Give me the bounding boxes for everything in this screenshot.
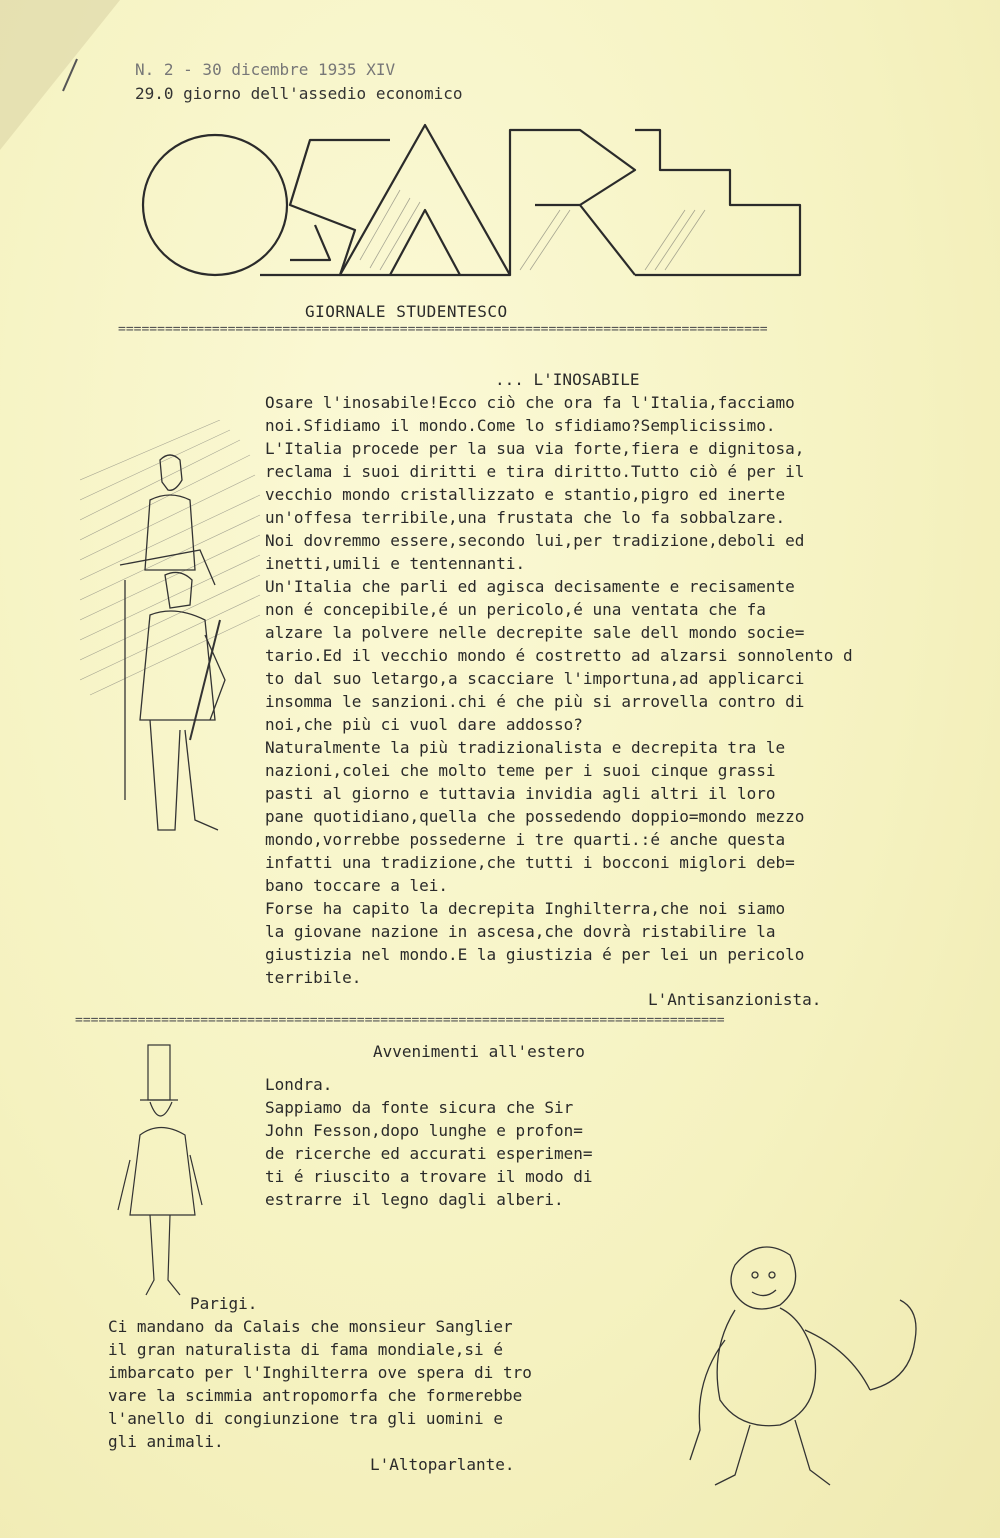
londra-line: ti é riuscito a trovare il modo di bbox=[265, 1167, 593, 1186]
divider-rule: =================================================================================== bbox=[75, 1013, 725, 1028]
parigi-line: Ci mandano da Calais che monsieur Sanglier bbox=[108, 1317, 513, 1336]
masthead-logo bbox=[140, 110, 810, 295]
parigi-line: gli animali. bbox=[108, 1432, 224, 1451]
parigi-line: l'anello di congiunzione tra gli uomini e bbox=[108, 1409, 503, 1428]
londra-line: de ricerche ed accurati esperimen= bbox=[265, 1144, 593, 1163]
article-line: non é concepibile,é un pericolo,é una ventata che fa bbox=[265, 600, 766, 619]
parigi-heading: Parigi. bbox=[190, 1294, 258, 1313]
article-line: pane quotidiano,quella che possedendo doppio=mondo mezzo bbox=[265, 807, 805, 826]
article-line: Un'Italia che parli ed agisca decisamente e recisamente bbox=[265, 577, 795, 596]
section-heading: Avvenimenti all'estero bbox=[373, 1042, 585, 1061]
article-line: noi,che più ci vuol dare addosso? bbox=[265, 715, 583, 734]
article-line: tario.Ed il vecchio mondo é costretto ad alzarsi sonnolento d bbox=[265, 646, 853, 665]
article-line: Forse ha capito la decrepita Inghilterra,che noi siamo bbox=[265, 899, 786, 918]
section-signature: L'Altoparlante. bbox=[370, 1455, 515, 1474]
londra-line: John Fesson,dopo lunghe e profon= bbox=[265, 1121, 583, 1140]
article-line: nazioni,colei che molto teme per i suoi cinque grassi bbox=[265, 761, 776, 780]
parigi-article bbox=[108, 1315, 532, 1453]
article-line: infatti una tradizione,che tutti i bocconi miglori deb= bbox=[265, 853, 795, 872]
article-heading: ... L'INOSABILE bbox=[495, 370, 640, 389]
article-line: reclama i suoi diritti e tira diritto.Tutto ciò é per il bbox=[265, 462, 805, 481]
parigi-line: vare la scimmia antropomorfa che formerebbe bbox=[108, 1386, 523, 1405]
article-line: bano toccare a lei. bbox=[265, 876, 449, 895]
divider-rule: =================================================================================== bbox=[118, 322, 768, 337]
article-line: noi.Sfidiamo il mondo.Come lo sfidiamo?Semplicissimo. bbox=[265, 416, 776, 435]
issue-line: N. 2 - 30 dicembre 1935 XIV bbox=[135, 60, 396, 79]
londra-article bbox=[265, 1073, 593, 1211]
article-signature: L'Antisanzionista. bbox=[648, 990, 822, 1009]
article-line: insomma le sanzioni.chi é che più si arrovella contro di bbox=[265, 692, 805, 711]
article-line: giustizia nel mondo.E la giustizia é per lei un pericolo bbox=[265, 945, 805, 964]
article-line: la giovane nazione in ascesa,che dovrà ristabilire la bbox=[265, 922, 776, 941]
article-line: Noi dovremmo essere,secondo lui,per tradizione,deboli ed bbox=[265, 531, 805, 550]
siege-line: 29.0 giorno dell'assedio economico bbox=[135, 84, 463, 103]
article-line: terribile. bbox=[265, 968, 362, 987]
article-line: L'Italia procede per la sua via forte,fiera e dignitosa, bbox=[265, 439, 805, 458]
londra-line: Sappiamo da fonte sicura che Sir bbox=[265, 1098, 574, 1117]
pen-mark bbox=[55, 55, 85, 95]
masthead-subtitle: GIORNALE STUDENTESCO bbox=[305, 302, 508, 321]
article-line: pasti al giorno e tuttavia invidia agli altri il loro bbox=[265, 784, 776, 803]
londra-line: estrarre il legno dagli alberi. bbox=[265, 1190, 564, 1209]
article-line: alzare la polvere nelle decrepite sale dell mondo socie= bbox=[265, 623, 805, 642]
parigi-line: il gran naturalista di fama mondiale,si é bbox=[108, 1340, 503, 1359]
top-hat-gentleman-illustration bbox=[110, 1040, 210, 1305]
soldier-illustration bbox=[80, 420, 265, 860]
ape-illustration bbox=[680, 1230, 940, 1500]
article-line: vecchio mondo cristallizzato e stantio,pigro ed inerte bbox=[265, 485, 786, 504]
parigi-line: imbarcato per l'Inghilterra ove spera di tro bbox=[108, 1363, 532, 1382]
article-line: Osare l'inosabile!Ecco ciò che ora fa l'Italia,facciamo bbox=[265, 393, 795, 412]
article-line: Naturalmente la più tradizionalista e decrepita tra le bbox=[265, 738, 786, 757]
article-line: un'offesa terribile,una frustata che lo fa sobbalzare. bbox=[265, 508, 786, 527]
londra-line: Londra. bbox=[265, 1075, 333, 1094]
article-body bbox=[265, 391, 853, 989]
article-line: inetti,umili e tentennanti. bbox=[265, 554, 526, 573]
article-line: mondo,vorrebbe possederne i tre quarti.:é anche questa bbox=[265, 830, 786, 849]
article-line: to dal suo letargo,a scacciare l'importuna,ad applicarci bbox=[265, 669, 805, 688]
